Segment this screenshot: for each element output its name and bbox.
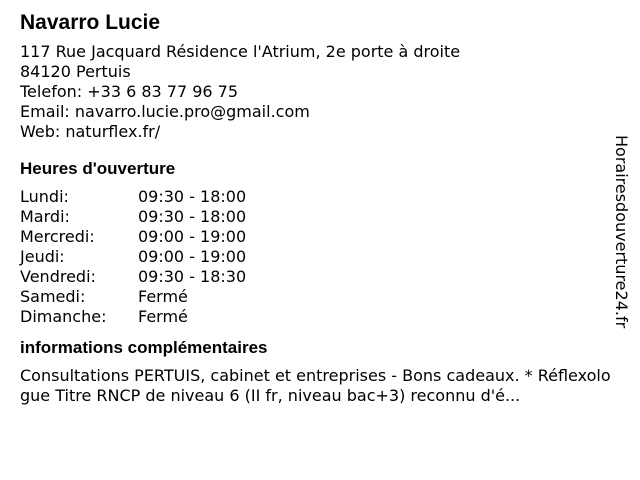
address-city: 84120 Pertuis xyxy=(20,62,131,81)
phone-number[interactable]: Telefon: +33 6 83 77 96 75 xyxy=(20,82,239,101)
hours-value: 09:00 - 19:00 xyxy=(138,227,247,246)
hours-value: 09:30 - 18:00 xyxy=(138,187,247,206)
website-link[interactable]: Web: naturflex.fr/ xyxy=(20,122,161,141)
hours-value: Fermé xyxy=(138,287,188,306)
hours-value: Fermé xyxy=(138,307,188,326)
hours-row-wednesday xyxy=(20,227,610,247)
business-card xyxy=(20,10,610,406)
hours-row-thursday xyxy=(20,247,610,267)
info-heading: informations complémentaires xyxy=(20,338,268,357)
email-address[interactable]: Email: navarro.lucie.pro@gmail.com xyxy=(20,102,310,121)
info-description: Consultations PERTUIS, cabinet et entreprises - Bons cadeaux. * Réflexologue Titre RNCP de niveau 6 (II fr, niveau bac+3) reconnu d'é... xyxy=(20,366,611,405)
hours-heading: Heures d'ouverture xyxy=(20,159,176,178)
day-label: Mardi: xyxy=(20,207,70,226)
hours-value: 09:00 - 19:00 xyxy=(138,247,247,266)
day-label: Samedi: xyxy=(20,287,86,306)
contact-block xyxy=(20,42,610,142)
hours-value: 09:30 - 18:30 xyxy=(138,267,247,286)
brand-watermark: Horairesdouverture24.fr xyxy=(612,135,631,329)
hours-value: 09:30 - 18:00 xyxy=(138,207,247,226)
day-label: Mercredi: xyxy=(20,227,95,246)
address-street: 117 Rue Jacquard Résidence l'Atrium, 2e porte à droite xyxy=(20,42,461,61)
hours-row-friday xyxy=(20,267,610,287)
hours-row-monday xyxy=(20,187,610,207)
hours-row-tuesday xyxy=(20,207,610,227)
hours-row-sunday xyxy=(20,307,610,327)
day-label: Jeudi: xyxy=(20,247,65,266)
day-label: Dimanche: xyxy=(20,307,107,326)
day-label: Lundi: xyxy=(20,187,69,206)
hours-row-saturday xyxy=(20,287,610,307)
opening-hours-table xyxy=(20,187,610,327)
business-name: Navarro Lucie xyxy=(20,11,161,34)
day-label: Vendredi: xyxy=(20,267,96,286)
